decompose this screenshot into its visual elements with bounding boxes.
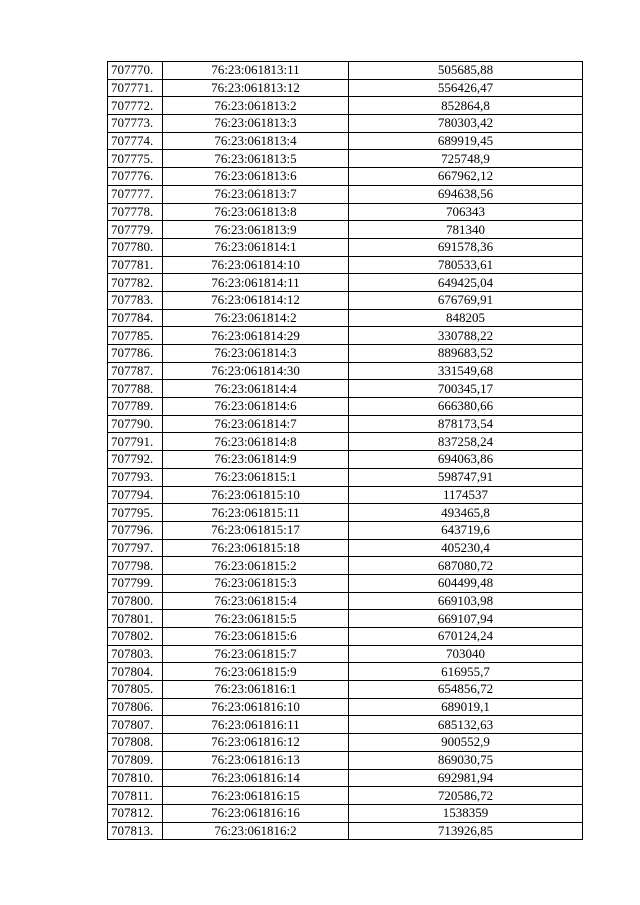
cadastral-number-cell: 76:23:061813:8 bbox=[163, 203, 349, 221]
table-row bbox=[108, 716, 583, 734]
table-row bbox=[108, 628, 583, 646]
table-row bbox=[108, 787, 583, 805]
table-row bbox=[108, 185, 583, 203]
cadastral-value-cell: 669103,98 bbox=[349, 592, 583, 610]
row-number-cell: 707790. bbox=[108, 415, 163, 433]
cadastral-number-cell: 76:23:061815:18 bbox=[163, 539, 349, 557]
table-row bbox=[108, 150, 583, 168]
cadastral-number-cell: 76:23:061814:6 bbox=[163, 398, 349, 416]
cadastral-number-cell: 76:23:061814:4 bbox=[163, 380, 349, 398]
cadastral-value-cell: 720586,72 bbox=[349, 787, 583, 805]
cadastral-value-cell: 694638,56 bbox=[349, 185, 583, 203]
cadastral-value-cell: 900552,9 bbox=[349, 734, 583, 752]
table-row bbox=[108, 521, 583, 539]
row-number-cell: 707788. bbox=[108, 380, 163, 398]
cadastral-value-cell: 781340 bbox=[349, 221, 583, 239]
row-number-cell: 707813. bbox=[108, 822, 163, 840]
row-number-cell: 707802. bbox=[108, 628, 163, 646]
cadastral-value-cell: 685132,63 bbox=[349, 716, 583, 734]
table-row bbox=[108, 504, 583, 522]
cadastral-number-cell: 76:23:061813:3 bbox=[163, 115, 349, 133]
table-row bbox=[108, 380, 583, 398]
cadastral-value-cell: 505685,88 bbox=[349, 62, 583, 80]
table-row bbox=[108, 610, 583, 628]
table-row bbox=[108, 132, 583, 150]
table-row bbox=[108, 751, 583, 769]
row-number-cell: 707799. bbox=[108, 574, 163, 592]
row-number-cell: 707780. bbox=[108, 238, 163, 256]
table-row bbox=[108, 468, 583, 486]
cadastral-value-cell: 706343 bbox=[349, 203, 583, 221]
cadastral-number-cell: 76:23:061815:17 bbox=[163, 521, 349, 539]
cadastral-value-cell: 405230,4 bbox=[349, 539, 583, 557]
cadastral-number-cell: 76:23:061814:30 bbox=[163, 362, 349, 380]
table-row bbox=[108, 539, 583, 557]
cadastral-number-cell: 76:23:061814:10 bbox=[163, 256, 349, 274]
cadastral-number-cell: 76:23:061815:9 bbox=[163, 663, 349, 681]
cadastral-number-cell: 76:23:061815:5 bbox=[163, 610, 349, 628]
cadastral-value-table bbox=[107, 61, 583, 840]
table-row bbox=[108, 221, 583, 239]
table-row bbox=[108, 79, 583, 97]
cadastral-number-cell: 76:23:061816:16 bbox=[163, 804, 349, 822]
table-row bbox=[108, 804, 583, 822]
cadastral-number-cell: 76:23:061813:7 bbox=[163, 185, 349, 203]
row-number-cell: 707771. bbox=[108, 79, 163, 97]
table-row bbox=[108, 291, 583, 309]
cadastral-value-cell: 691578,36 bbox=[349, 238, 583, 256]
table-row bbox=[108, 734, 583, 752]
cadastral-number-cell: 76:23:061814:11 bbox=[163, 274, 349, 292]
row-number-cell: 707808. bbox=[108, 734, 163, 752]
cadastral-value-cell: 666380,66 bbox=[349, 398, 583, 416]
cadastral-value-cell: 878173,54 bbox=[349, 415, 583, 433]
cadastral-value-cell: 493465,8 bbox=[349, 504, 583, 522]
cadastral-number-cell: 76:23:061816:11 bbox=[163, 716, 349, 734]
row-number-cell: 707804. bbox=[108, 663, 163, 681]
cadastral-value-cell: 1174537 bbox=[349, 486, 583, 504]
row-number-cell: 707809. bbox=[108, 751, 163, 769]
table-row bbox=[108, 345, 583, 363]
cadastral-number-cell: 76:23:061816:12 bbox=[163, 734, 349, 752]
cadastral-value-cell: 331549,68 bbox=[349, 362, 583, 380]
cadastral-number-cell: 76:23:061816:1 bbox=[163, 681, 349, 699]
cadastral-value-cell: 649425,04 bbox=[349, 274, 583, 292]
cadastral-value-cell: 725748,9 bbox=[349, 150, 583, 168]
table-row bbox=[108, 256, 583, 274]
table-row bbox=[108, 327, 583, 345]
table-row bbox=[108, 115, 583, 133]
row-number-cell: 707786. bbox=[108, 345, 163, 363]
table-row bbox=[108, 362, 583, 380]
cadastral-value-cell: 700345,17 bbox=[349, 380, 583, 398]
row-number-cell: 707794. bbox=[108, 486, 163, 504]
cadastral-number-cell: 76:23:061815:2 bbox=[163, 557, 349, 575]
cadastral-number-cell: 76:23:061815:11 bbox=[163, 504, 349, 522]
table-row bbox=[108, 645, 583, 663]
cadastral-number-cell: 76:23:061816:14 bbox=[163, 769, 349, 787]
cadastral-value-cell: 689919,45 bbox=[349, 132, 583, 150]
table-row bbox=[108, 769, 583, 787]
row-number-cell: 707770. bbox=[108, 62, 163, 80]
row-number-cell: 707773. bbox=[108, 115, 163, 133]
cadastral-value-cell: 694063,86 bbox=[349, 451, 583, 469]
table-row bbox=[108, 238, 583, 256]
table-row bbox=[108, 822, 583, 840]
cadastral-number-cell: 76:23:061813:11 bbox=[163, 62, 349, 80]
row-number-cell: 707784. bbox=[108, 309, 163, 327]
table-row bbox=[108, 592, 583, 610]
cadastral-number-cell: 76:23:061813:4 bbox=[163, 132, 349, 150]
row-number-cell: 707801. bbox=[108, 610, 163, 628]
cadastral-value-cell: 780533,61 bbox=[349, 256, 583, 274]
cadastral-value-cell: 598747,91 bbox=[349, 468, 583, 486]
table-row bbox=[108, 574, 583, 592]
cadastral-number-cell: 76:23:061815:4 bbox=[163, 592, 349, 610]
cadastral-value-cell: 1538359 bbox=[349, 804, 583, 822]
cadastral-value-cell: 667962,12 bbox=[349, 168, 583, 186]
table-row bbox=[108, 486, 583, 504]
cadastral-number-cell: 76:23:061816:15 bbox=[163, 787, 349, 805]
row-number-cell: 707781. bbox=[108, 256, 163, 274]
cadastral-value-cell: 713926,85 bbox=[349, 822, 583, 840]
table-row bbox=[108, 398, 583, 416]
cadastral-number-cell: 76:23:061816:2 bbox=[163, 822, 349, 840]
cadastral-value-cell: 654856,72 bbox=[349, 681, 583, 699]
cadastral-value-cell: 869030,75 bbox=[349, 751, 583, 769]
row-number-cell: 707777. bbox=[108, 185, 163, 203]
cadastral-value-cell: 669107,94 bbox=[349, 610, 583, 628]
table-row bbox=[108, 309, 583, 327]
table-row bbox=[108, 663, 583, 681]
cadastral-value-cell: 703040 bbox=[349, 645, 583, 663]
row-number-cell: 707787. bbox=[108, 362, 163, 380]
cadastral-number-cell: 76:23:061814:29 bbox=[163, 327, 349, 345]
cadastral-number-cell: 76:23:061813:2 bbox=[163, 97, 349, 115]
cadastral-number-cell: 76:23:061814:8 bbox=[163, 433, 349, 451]
cadastral-number-cell: 76:23:061815:1 bbox=[163, 468, 349, 486]
cadastral-number-cell: 76:23:061813:9 bbox=[163, 221, 349, 239]
table-row bbox=[108, 415, 583, 433]
row-number-cell: 707807. bbox=[108, 716, 163, 734]
table-row bbox=[108, 62, 583, 80]
cadastral-number-cell: 76:23:061816:13 bbox=[163, 751, 349, 769]
cadastral-value-cell: 676769,91 bbox=[349, 291, 583, 309]
row-number-cell: 707795. bbox=[108, 504, 163, 522]
cadastral-number-cell: 76:23:061815:7 bbox=[163, 645, 349, 663]
cadastral-value-cell: 604499,48 bbox=[349, 574, 583, 592]
cadastral-number-cell: 76:23:061814:1 bbox=[163, 238, 349, 256]
row-number-cell: 707789. bbox=[108, 398, 163, 416]
cadastral-value-cell: 616955,7 bbox=[349, 663, 583, 681]
cadastral-number-cell: 76:23:061814:7 bbox=[163, 415, 349, 433]
table-row bbox=[108, 97, 583, 115]
cadastral-number-cell: 76:23:061815:6 bbox=[163, 628, 349, 646]
cadastral-value-cell: 330788,22 bbox=[349, 327, 583, 345]
table-row bbox=[108, 557, 583, 575]
row-number-cell: 707798. bbox=[108, 557, 163, 575]
cadastral-number-cell: 76:23:061814:3 bbox=[163, 345, 349, 363]
cadastral-number-cell: 76:23:061813:12 bbox=[163, 79, 349, 97]
row-number-cell: 707782. bbox=[108, 274, 163, 292]
table-row bbox=[108, 203, 583, 221]
row-number-cell: 707785. bbox=[108, 327, 163, 345]
cadastral-number-cell: 76:23:061816:10 bbox=[163, 698, 349, 716]
row-number-cell: 707778. bbox=[108, 203, 163, 221]
row-number-cell: 707775. bbox=[108, 150, 163, 168]
cadastral-number-cell: 76:23:061815:10 bbox=[163, 486, 349, 504]
cadastral-value-cell: 670124,24 bbox=[349, 628, 583, 646]
row-number-cell: 707772. bbox=[108, 97, 163, 115]
cadastral-value-cell: 889683,52 bbox=[349, 345, 583, 363]
cadastral-value-cell: 643719,6 bbox=[349, 521, 583, 539]
row-number-cell: 707776. bbox=[108, 168, 163, 186]
cadastral-value-cell: 687080,72 bbox=[349, 557, 583, 575]
row-number-cell: 707793. bbox=[108, 468, 163, 486]
row-number-cell: 707779. bbox=[108, 221, 163, 239]
row-number-cell: 707791. bbox=[108, 433, 163, 451]
row-number-cell: 707796. bbox=[108, 521, 163, 539]
cadastral-number-cell: 76:23:061814:12 bbox=[163, 291, 349, 309]
cadastral-value-cell: 689019,1 bbox=[349, 698, 583, 716]
row-number-cell: 707800. bbox=[108, 592, 163, 610]
cadastral-value-cell: 780303,42 bbox=[349, 115, 583, 133]
cadastral-value-cell: 852864,8 bbox=[349, 97, 583, 115]
cadastral-value-cell: 837258,24 bbox=[349, 433, 583, 451]
cadastral-number-cell: 76:23:061815:3 bbox=[163, 574, 349, 592]
row-number-cell: 707774. bbox=[108, 132, 163, 150]
cadastral-value-cell: 556426,47 bbox=[349, 79, 583, 97]
cadastral-number-cell: 76:23:061813:5 bbox=[163, 150, 349, 168]
row-number-cell: 707810. bbox=[108, 769, 163, 787]
table-row bbox=[108, 433, 583, 451]
cadastral-value-cell: 848205 bbox=[349, 309, 583, 327]
row-number-cell: 707805. bbox=[108, 681, 163, 699]
table-body bbox=[108, 62, 583, 840]
row-number-cell: 707812. bbox=[108, 804, 163, 822]
table-row bbox=[108, 451, 583, 469]
row-number-cell: 707797. bbox=[108, 539, 163, 557]
table-row bbox=[108, 274, 583, 292]
row-number-cell: 707792. bbox=[108, 451, 163, 469]
table-row bbox=[108, 698, 583, 716]
cadastral-value-cell: 692981,94 bbox=[349, 769, 583, 787]
row-number-cell: 707811. bbox=[108, 787, 163, 805]
row-number-cell: 707803. bbox=[108, 645, 163, 663]
cadastral-number-cell: 76:23:061814:9 bbox=[163, 451, 349, 469]
cadastral-number-cell: 76:23:061814:2 bbox=[163, 309, 349, 327]
cadastral-number-cell: 76:23:061813:6 bbox=[163, 168, 349, 186]
row-number-cell: 707806. bbox=[108, 698, 163, 716]
table-row bbox=[108, 681, 583, 699]
table-row bbox=[108, 168, 583, 186]
row-number-cell: 707783. bbox=[108, 291, 163, 309]
